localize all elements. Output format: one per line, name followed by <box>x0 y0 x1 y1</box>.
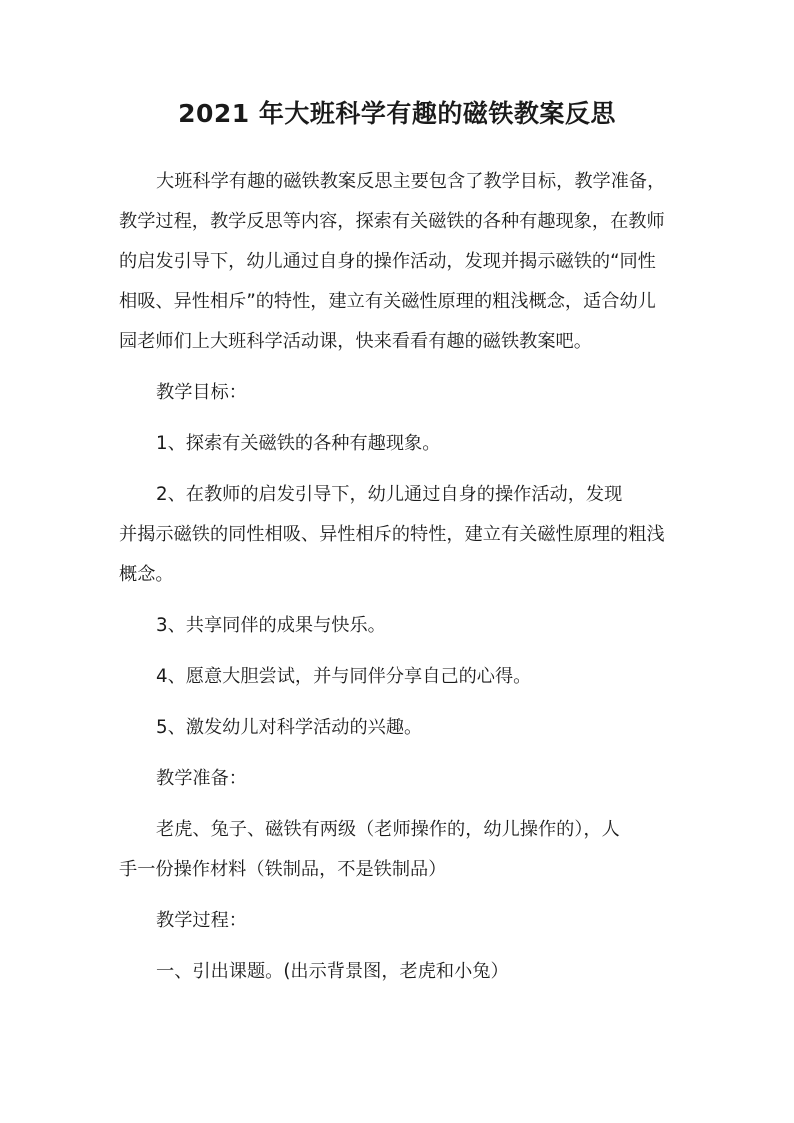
goal-2-line-1: 2、在教师的启发引导下，幼儿通过自身的操作活动，发现 <box>156 484 623 505</box>
document-title: 2021 年大班科学有趣的磁铁教案反思 <box>178 99 616 128</box>
process-heading: 教学过程： <box>156 910 247 931</box>
intro-line-5: 园老师们上大班科学活动课，快来看看有趣的磁铁教案吧。 <box>119 331 592 352</box>
goal-2-line-2: 并揭示磁铁的同性相吸、异性相斥的特性，建立有关磁性原理的粗浅 <box>119 524 665 545</box>
prep-paragraph <box>119 810 679 890</box>
process-step-1: 一、引出课题。(出示背景图，老虎和小兔） <box>156 961 509 982</box>
document-body <box>119 162 679 992</box>
goal-item-3: 3、共享同伴的成果与快乐。 <box>156 615 386 636</box>
goals-heading: 教学目标： <box>156 382 247 403</box>
intro-line-3: 的启发引导下，幼儿通过自身的操作活动，发现并揭示磁铁的“同性 <box>119 251 656 272</box>
prep-heading: 教学准备： <box>156 768 247 789</box>
goal-item-1: 1、探索有关磁铁的各种有趣现象。 <box>156 433 441 454</box>
goal-2-line-3: 概念。 <box>119 564 174 585</box>
intro-paragraph <box>119 162 679 362</box>
goal-item-2 <box>119 475 679 595</box>
intro-line-2: 教学过程，教学反思等内容，探索有关磁铁的各种有趣现象，在教师 <box>119 211 665 232</box>
intro-line-1: 大班科学有趣的磁铁教案反思主要包含了教学目标，教学准备， <box>156 171 666 192</box>
goal-item-5: 5、激发幼儿对科学活动的兴趣。 <box>156 717 423 738</box>
prep-line-1: 老虎、兔子、磁铁有两级（老师操作的，幼儿操作的），人 <box>156 819 620 840</box>
goal-item-4: 4、愿意大胆尝试，并与同伴分享自己的心得。 <box>156 666 532 687</box>
prep-line-2: 手一份操作材料（铁制品，不是铁制品） <box>119 859 447 880</box>
intro-line-4: 相吸、异性相斥”的特性，建立有关磁性原理的粗浅概念，适合幼儿 <box>119 291 656 312</box>
